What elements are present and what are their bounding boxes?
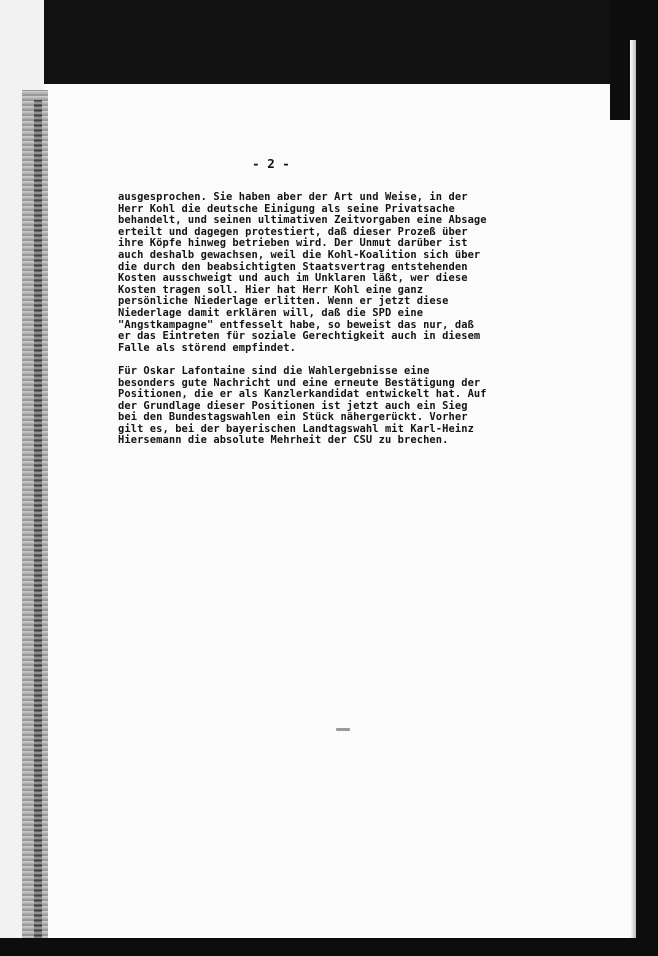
text-line: behandelt, und seinen ultimativen Zeitvorgaben eine Absage <box>118 214 487 227</box>
text-line: ausgesprochen. Sie haben aber der Art und Weise, in der <box>118 191 468 203</box>
scanner-background-bottom <box>0 938 658 956</box>
text-line: Herr Kohl die deutsche Einigung als seine Privatsache <box>118 202 455 215</box>
text-line: persönliche Niederlage erlitten. Wenn er jetzt diese <box>118 295 449 308</box>
document-body <box>118 192 528 447</box>
text-line: "Angstkampagne" entfesselt habe, so beweist das nur, daß <box>118 318 474 331</box>
paragraph <box>118 192 528 354</box>
text-line: Positionen, die er als Kanzlerkandidat entwickelt hat. Auf <box>118 388 487 401</box>
text-line: die durch den beabsichtigten Staatsvertrag entstehenden <box>118 260 468 273</box>
left-binding-shadow <box>34 100 42 940</box>
scanner-background-right <box>636 0 658 956</box>
text-line: Niederlage damit erklären will, daß die SPD eine <box>118 306 424 319</box>
text-line: gilt es, bei der bayerischen Landtagswahl mit Karl-Heinz <box>118 422 474 435</box>
text-line: erteilt und dagegen protestiert, daß dieser Prozeß über <box>118 225 468 238</box>
text-line: auch deshalb gewachsen, weil die Kohl-Koalition sich über <box>118 248 481 261</box>
paragraph <box>118 366 528 447</box>
text-line: bei den Bundestagswahlen ein Stück nähergerückt. Vorher <box>118 411 468 424</box>
page-number: - 2 - <box>252 156 290 171</box>
text-line: besonders gute Nachricht und eine erneute Bestätigung der <box>118 376 481 389</box>
scanner-background-top <box>0 0 658 92</box>
text-line: Kosten tragen soll. Hier hat Herr Kohl eine ganz <box>118 283 424 296</box>
text-line: Für Oskar Lafontaine sind die Wahlergebnisse eine <box>118 364 430 377</box>
text-line: Falle als störend empfindet. <box>118 341 296 354</box>
scan-smudge-mark <box>336 728 350 731</box>
text-line: ihre Köpfe hinweg betrieben wird. Der Unmut darüber ist <box>118 237 468 250</box>
text-line: er das Eintreten für soziale Gerechtigkeit auch in diesem <box>118 330 481 343</box>
text-line: der Grundlage dieser Positionen ist jetzt auch ein Sieg <box>118 399 468 412</box>
text-line: Hiersemann die absolute Mehrheit der CSU zu brechen. <box>118 434 449 447</box>
text-line: Kosten ausschweigt und auch im Unklaren läßt, wer diese <box>118 272 468 285</box>
